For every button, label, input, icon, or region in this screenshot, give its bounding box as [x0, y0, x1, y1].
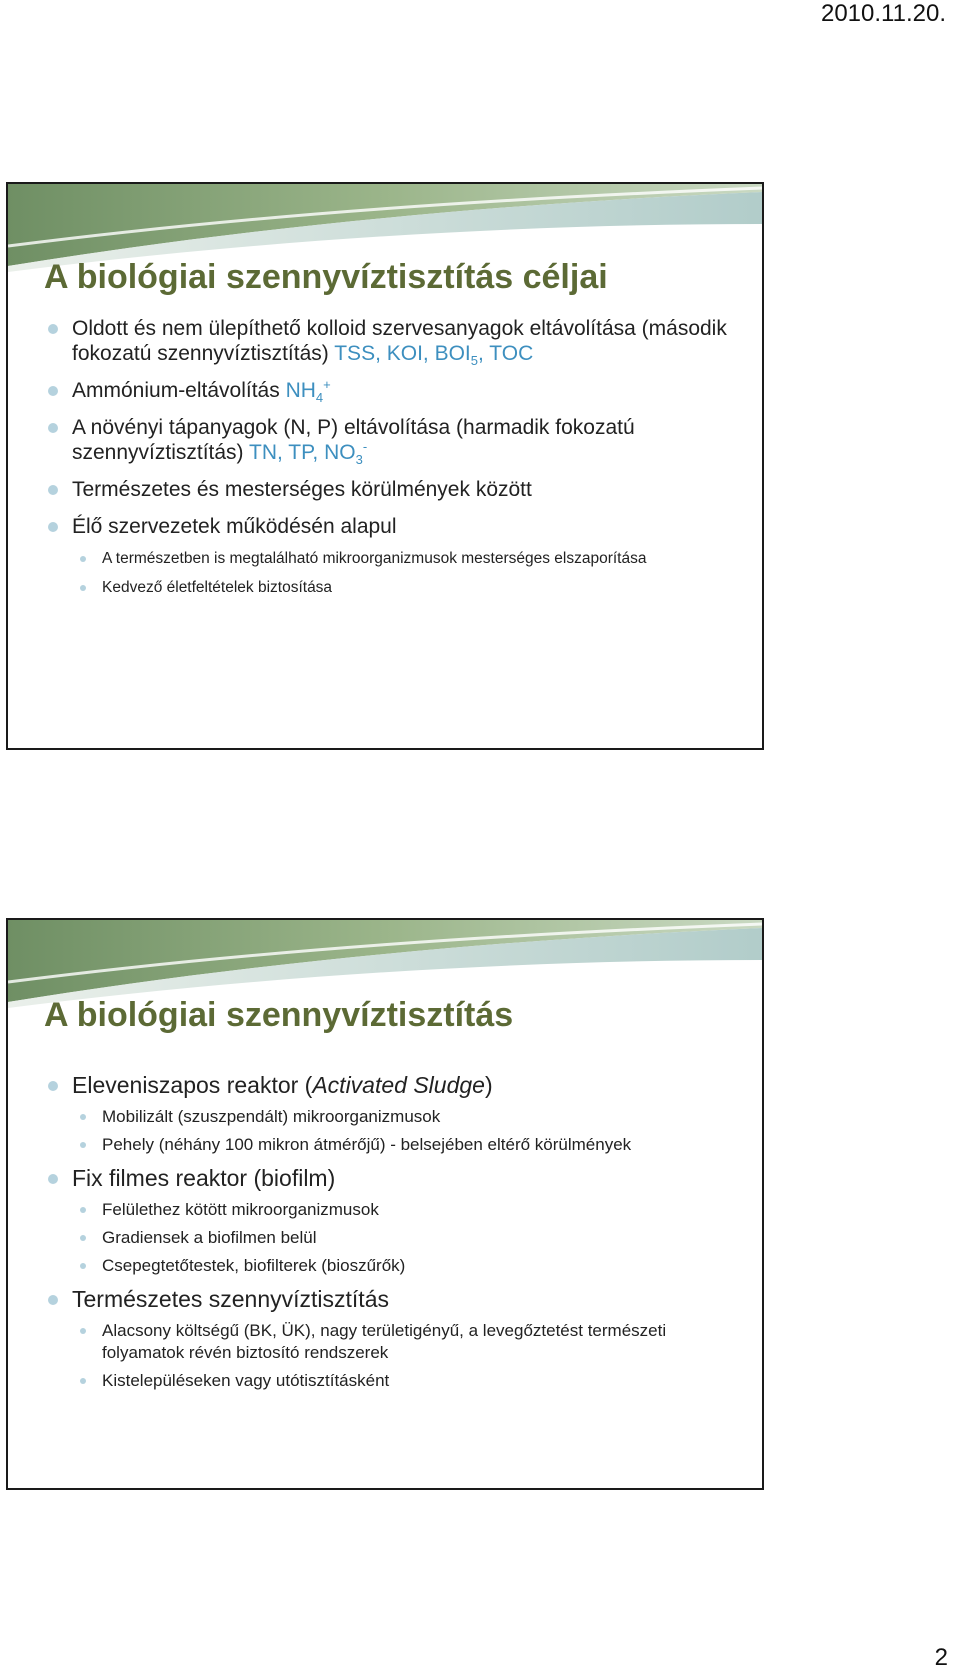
list-item: Természetes és mesterséges körülmények között	[48, 477, 742, 502]
list-item: Eleveniszapos reaktor (Activated Sludge)	[48, 1072, 742, 1099]
list-item: A növényi tápanyagok (N, P) eltávolítása (harmadik fokozatú szennyvíztisztítás) TN, TP, $NO_3^-$	[48, 415, 742, 465]
slide-2	[6, 918, 764, 1490]
sub-list-item: Felülethez kötött mikroorganizmusok	[78, 1199, 742, 1221]
sub-list-item: Pehely (néhány 100 mikron átmérőjű) - belsejében eltérő körülmények	[78, 1134, 742, 1156]
list-item: Ammónium-eltávolítás $NH_4^+$	[48, 378, 742, 403]
bullet-icon	[48, 1295, 58, 1305]
header-date: 2010.11.20.	[820, 0, 946, 27]
bullet-icon	[48, 386, 58, 396]
list-item: Természetes szennyvíztisztítás	[48, 1286, 742, 1313]
slide-title: A biológiai szennyvíztisztítás	[44, 996, 514, 1034]
bullet-icon	[80, 1235, 86, 1241]
bullet-icon	[48, 522, 58, 532]
sub-list-item: Gradiensek a biofilmen belül	[78, 1227, 742, 1249]
bullet-icon	[80, 1378, 86, 1384]
bullet-icon	[80, 1328, 86, 1334]
bullet-icon	[48, 1174, 58, 1184]
list-item: Oldott és nem ülepíthető kolloid szervesanyagok eltávolítása (második fokozatú szennyvíztisztítás) TSS, KOI, $BOI_5$, TOC	[48, 316, 742, 366]
bullet-icon	[48, 324, 58, 334]
bullet-icon	[80, 556, 86, 562]
sub-list-item: Mobilizált (szuszpendált) mikroorganizmusok	[78, 1106, 742, 1128]
bullet-icon	[48, 1081, 58, 1091]
bullet-list	[48, 1072, 742, 1401]
slide-1	[6, 182, 764, 750]
sub-list-item: Alacsony költségű (BK, ÜK), nagy területigényű, a levegőztetést természeti folyamatok révén biztosító rendszerek	[78, 1320, 742, 1364]
bullet-icon	[80, 1114, 86, 1120]
bullet-icon	[48, 423, 58, 433]
bullet-icon	[80, 1263, 86, 1269]
sub-list-item: Csepegtetőtestek, biofilterek (bioszűrők)	[78, 1255, 742, 1277]
bullet-icon	[48, 485, 58, 495]
bullet-icon	[80, 585, 86, 591]
sub-list-item: Kistelepüléseken vagy utótisztításként	[78, 1370, 742, 1392]
list-item: Fix filmes reaktor (biofilm)	[48, 1165, 742, 1192]
page-number: 2	[934, 1644, 948, 1671]
bullet-icon	[80, 1142, 86, 1148]
sub-list-item: Kedvező életfeltételek biztosítása	[78, 577, 742, 598]
bullet-list	[48, 316, 742, 609]
slide-title: A biológiai szennyvíztisztítás céljai	[44, 258, 608, 296]
bullet-icon	[80, 1207, 86, 1213]
sub-list-item: A természetben is megtalálható mikroorganizmusok mesterséges elszaporítása	[78, 548, 742, 569]
list-item: Élő szervezetek működésén alapul	[48, 514, 742, 539]
